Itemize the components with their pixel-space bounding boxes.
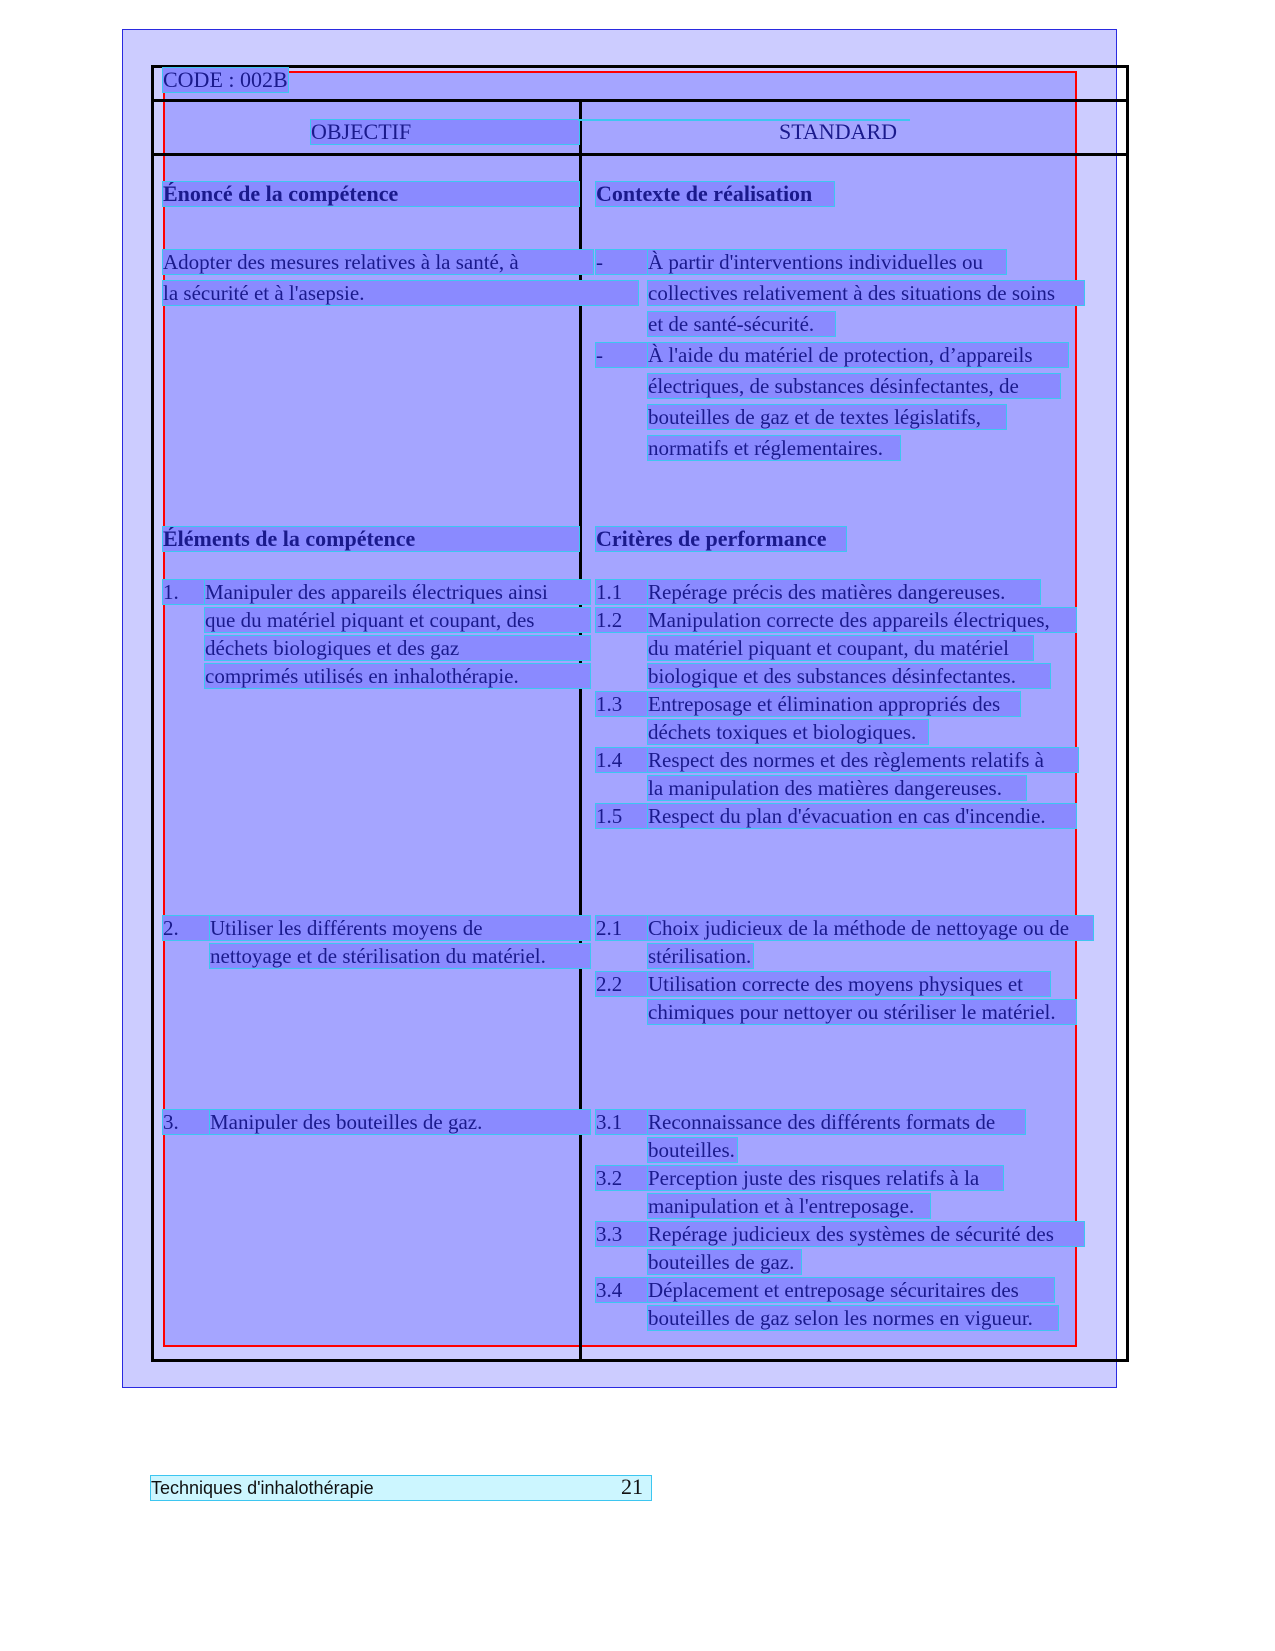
contexte-line: collectives relativement à des situations de soins xyxy=(648,281,1084,305)
critere-number: 1.1 xyxy=(596,580,648,604)
critere-line: bouteilles. xyxy=(648,1138,737,1162)
critere-number: 3.4 xyxy=(596,1278,648,1302)
critere-line: Perception juste des risques relatifs à la xyxy=(648,1166,1003,1190)
element-number: 1. xyxy=(163,580,205,604)
critere-line: Repérage judicieux des systèmes de sécurité des xyxy=(648,1222,1084,1246)
critere-line: Respect du plan d'évacuation en cas d'incendie. xyxy=(648,804,1076,828)
critere-line: Repérage précis des matières dangereuses. xyxy=(648,580,1040,604)
critere-line: stérilisation. xyxy=(648,944,752,968)
header-bottom-rule xyxy=(151,153,1129,156)
header-standard-text: STANDARD xyxy=(779,119,898,144)
contexte-bullet: - xyxy=(596,343,648,367)
criteres-title: Critères de performance xyxy=(596,527,846,551)
contexte-line: À l'aide du matériel de protection, d’appareils xyxy=(648,343,1068,367)
element-line: Manipuler des bouteilles de gaz. xyxy=(210,1110,590,1134)
critere-line: Déplacement et entreposage sécuritaires des xyxy=(648,1278,1054,1302)
critere-number: 3.2 xyxy=(596,1166,648,1190)
critere-number: 2.1 xyxy=(596,916,648,940)
contexte-line: bouteilles de gaz et de textes législatifs, xyxy=(648,405,1006,429)
header-objectif: OBJECTIF xyxy=(311,120,579,144)
critere-line: la manipulation des matières dangereuses. xyxy=(648,776,1026,800)
critere-line: Reconnaissance des différents formats de xyxy=(648,1110,1025,1134)
critere-number: 3.1 xyxy=(596,1110,648,1134)
enonce-title: Énoncé de la compétence xyxy=(163,182,579,206)
contexte-title: Contexte de réalisation xyxy=(596,182,834,206)
critere-line: chimiques pour nettoyer ou stériliser le matériel. xyxy=(648,1000,1076,1024)
critere-number: 1.3 xyxy=(596,692,648,716)
element-line: Manipuler des appareils électriques ainsi xyxy=(205,580,590,604)
critere-number: 3.3 xyxy=(596,1222,648,1246)
critere-line: Manipulation correcte des appareils électriques, xyxy=(648,608,1076,632)
critere-number: 1.2 xyxy=(596,608,648,632)
code-label: CODE : 002B xyxy=(163,67,288,92)
contexte-bullet: - xyxy=(596,250,648,274)
page-footer xyxy=(151,1476,651,1500)
element-line: Utiliser les différents moyens de xyxy=(210,916,590,940)
element-number: 2. xyxy=(163,916,210,940)
page-number: 21 xyxy=(621,1474,643,1499)
enonce-line: Adopter des mesures relatives à la santé, à xyxy=(163,250,593,274)
contexte-line: électriques, de substances désinfectantes, de xyxy=(648,374,1060,398)
critere-line: bouteilles de gaz. xyxy=(648,1250,801,1274)
critere-line: Choix judicieux de la méthode de nettoyage ou de xyxy=(648,916,1093,940)
critere-line: Respect des normes et des règlements relatifs à xyxy=(648,748,1078,772)
critere-line: déchets toxiques et biologiques. xyxy=(648,720,928,744)
critere-line: du matériel piquant et coupant, du matériel xyxy=(648,636,1033,660)
elements-title: Éléments de la compétence xyxy=(163,527,579,551)
element-line: comprimés utilisés en inhalothérapie. xyxy=(205,664,590,688)
element-number: 3. xyxy=(163,1110,210,1134)
critere-number: 2.2 xyxy=(596,972,648,996)
critere-number: 1.5 xyxy=(596,804,648,828)
critere-line: bouteilles de gaz selon les normes en vigueur. xyxy=(648,1306,1058,1330)
critere-line: Entreposage et élimination appropriés des xyxy=(648,692,1020,716)
critere-number: 1.4 xyxy=(596,748,648,772)
contexte-line: À partir d'interventions individuelles ou xyxy=(648,250,1006,274)
header-top-rule xyxy=(151,99,1129,102)
element-line: déchets biologiques et des gaz xyxy=(205,636,590,660)
footer-title: Techniques d'inhalothérapie xyxy=(151,1478,374,1498)
contexte-line: et de santé-sécurité. xyxy=(648,312,835,336)
element-line: nettoyage et de stérilisation du matériel. xyxy=(210,944,590,968)
critere-line: Utilisation correcte des moyens physiques et xyxy=(648,972,1050,996)
element-line: que du matériel piquant et coupant, des xyxy=(205,608,590,632)
contexte-line: normatifs et réglementaires. xyxy=(648,436,900,460)
enonce-line: la sécurité et à l'asepsie. xyxy=(163,281,638,305)
critere-line: biologique et des substances désinfectantes. xyxy=(648,664,1050,688)
critere-line: manipulation et à l'entreposage. xyxy=(648,1194,930,1218)
